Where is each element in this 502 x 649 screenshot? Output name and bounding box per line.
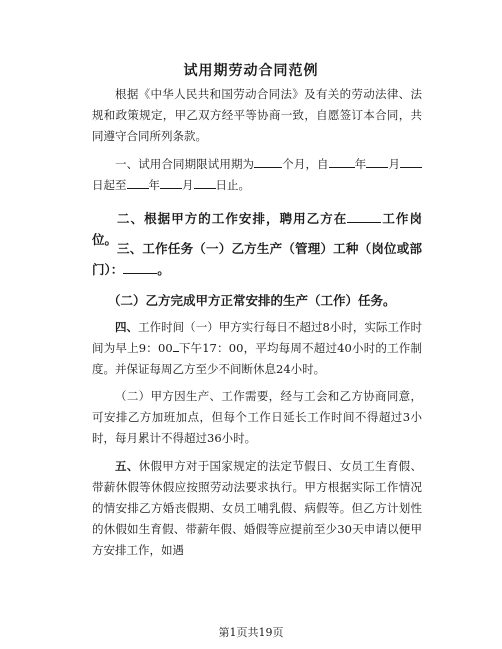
clause-1-text-f: 年 <box>148 178 160 192</box>
clause-4-paragraph <box>92 317 422 380</box>
document-title: 试用期劳动合同范例 <box>183 63 319 79</box>
clause-1-text-c: 年 <box>354 157 367 171</box>
blank-months <box>254 155 282 168</box>
clause-4-text-b: 下午17：00，平均每周不超过40小时的工作制度。并保证每周乙方至少不间断休息24小时。 <box>92 341 422 376</box>
clause-3-paragraph <box>92 238 422 280</box>
blank-start-month <box>366 155 388 168</box>
clause-3-text-b: 。 <box>157 262 170 277</box>
clause-1-text-a: 一、试用合同期限试用期为 <box>115 157 255 171</box>
blank-end-year <box>127 176 149 189</box>
blank-start-year <box>329 155 355 168</box>
clause-3-2-paragraph: （二）乙方完成甲方正常安排的生产（工作）任务。 <box>108 293 396 308</box>
clause-4-2-paragraph: （二）甲方因生产、工作需要，经与工会和乙方协商同意，可安排乙方加班加点，但每个工作日延长工作时间不得超过3小时，每月累计不得超过36小时。 <box>92 389 422 445</box>
intro-paragraph: 根据《中华人民共和国劳动合同法》及有关的劳动法律、法规和政策规定，甲乙双方经平等协商一致，自愿签订本合同，共同遵守合同所列条款。 <box>92 87 422 143</box>
clause-2-text-b: 工作岗位。 <box>92 211 422 247</box>
blank-position <box>347 210 381 223</box>
clause-1-text-b: 个月，自 <box>282 157 329 171</box>
page-number-footer: 第1页共19页 <box>218 626 284 639</box>
clause-1-text-h: 日止。 <box>215 178 250 192</box>
clause-3-text-a: 三、工作任务（一）乙方生产（管理）工种（岗位或部门）： <box>92 241 422 277</box>
clause-1-paragraph <box>92 154 422 196</box>
clause-5-text: 休假甲方对于国家规定的法定节假日、女员工生育假、带薪休假等休假应按照劳动法要求执行。甲方根据实际工作情况的情安排乙方婚丧假期、女员工哺乳假、病假等。但乙方计划性的休假如生育假、带薪年假、婚假等应提前至少30天申请以便甲方安排工作，如遇 <box>92 459 422 557</box>
clause-5-lead: 五、 <box>115 459 139 473</box>
clause-2-text-a: 二、根据甲方的工作安排，聘用乙方在 <box>117 211 348 226</box>
clause-4-lead: 四、 <box>115 320 139 334</box>
blank-start-day <box>400 155 422 168</box>
clause-4-text-a: 工作时间（一）甲方实行每日不超过8小时，实际工作时间为早上9：00 <box>92 320 422 355</box>
blank-department <box>123 261 157 274</box>
clause-1-text-e: 日起至 <box>92 178 127 192</box>
clause-1-text-g: 月 <box>182 178 194 192</box>
clause-5-paragraph <box>92 456 422 561</box>
blank-end-month <box>160 176 182 189</box>
blank-end-day <box>194 176 216 189</box>
clause-1-text-d: 月 <box>388 157 401 171</box>
